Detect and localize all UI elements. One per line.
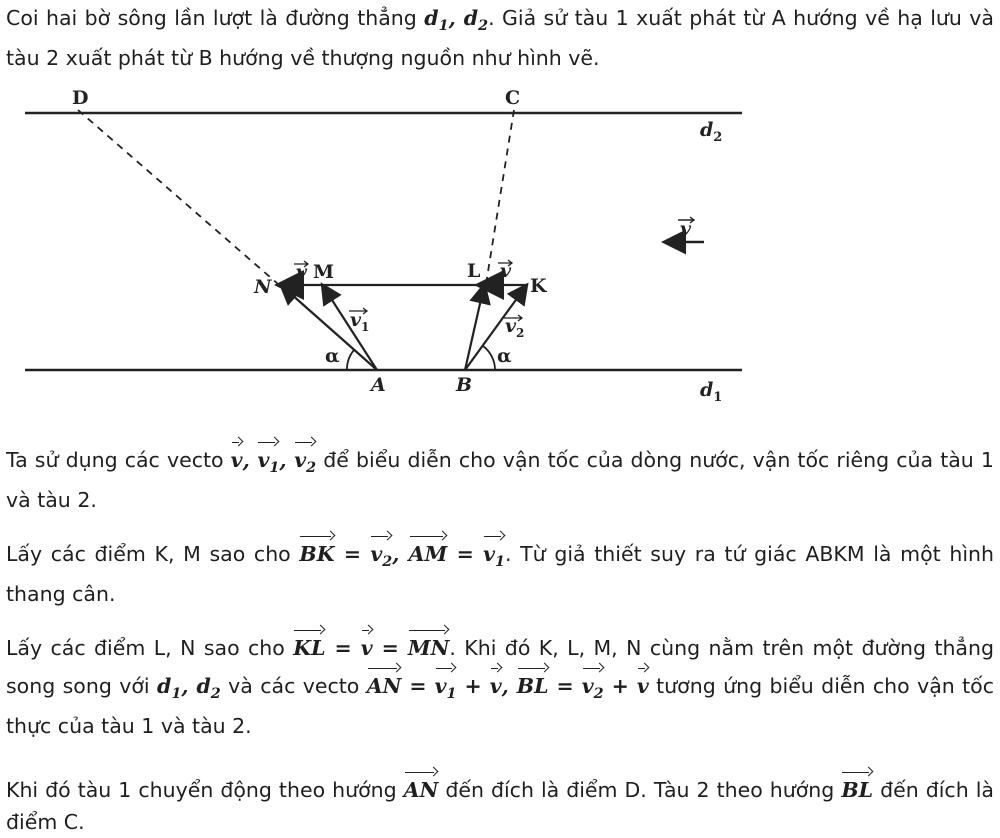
intro-paragraph — [6, 2, 994, 74]
label-N: N — [254, 276, 272, 298]
label-v2: $v_2$ — [505, 315, 525, 340]
river-diagram — [0, 80, 1000, 500]
label-current-v: v — [680, 218, 692, 240]
label-K: K — [530, 275, 547, 297]
math-d1-d2: $d_1$, $d_2$ — [424, 6, 489, 35]
label-vM: v — [296, 261, 308, 283]
label-L: L — [467, 260, 481, 282]
label-alpha-A: α — [325, 345, 340, 367]
label-d2: $d_2$ — [700, 119, 723, 145]
dashed-line-LC — [486, 110, 514, 284]
label-v1: $v_1$ — [350, 309, 370, 334]
intro-text-end: . Giả sử tàu 1 xuất phát từ A hướng về hạ lưu và tàu 2 xuất phát từ B hướng về thượng nguồn như hình vẽ. — [6, 6, 994, 71]
label-D: D — [72, 87, 89, 109]
paragraph-points-LN: Lấy các điểm L, N sao cho KL = v = MN. Khi đó K, L, M, N cùng nằm trên một đường thẳng song song với $d_1$, $d_2$ và các vecto AN = $v_1 + v$, BL = $v_2 + v$ tương ứng biểu diễn cho vận tốc thực của tàu 1 và tàu 2. — [6, 626, 994, 742]
label-B: B — [456, 374, 473, 396]
label-d1: $d_1$ — [700, 379, 723, 405]
paragraph-points-KM: Lấy các điểm K, M sao cho BK = $v_2$, AM = $v_1$. Từ giả thiết suy ra tứ giác ABKM là một hình thang cân. — [6, 532, 994, 610]
label-C: C — [505, 87, 521, 109]
angle-arc-B — [483, 346, 495, 370]
paragraph-conclusion: Khi đó tàu 1 chuyển động theo hướng AN đến đích là điểm D. Tàu 2 theo hướng BL đến đích là điểm C. — [6, 768, 994, 838]
label-alpha-B: α — [497, 345, 512, 367]
label-A: A — [371, 374, 386, 396]
paragraph-vectors: Ta sử dụng các vecto v, $v_1$, $v_2$ để biểu diễn cho vận tốc của dòng nước, vận tốc riêng của tàu 1 và tàu 2. — [6, 438, 994, 516]
intro-text: Coi hai bờ sông lần lượt là đường thẳng — [6, 6, 417, 30]
dashed-line-ND — [78, 110, 278, 284]
label-M: M — [313, 261, 335, 283]
angle-arc-A — [347, 350, 354, 370]
label-vL: v — [500, 260, 512, 282]
